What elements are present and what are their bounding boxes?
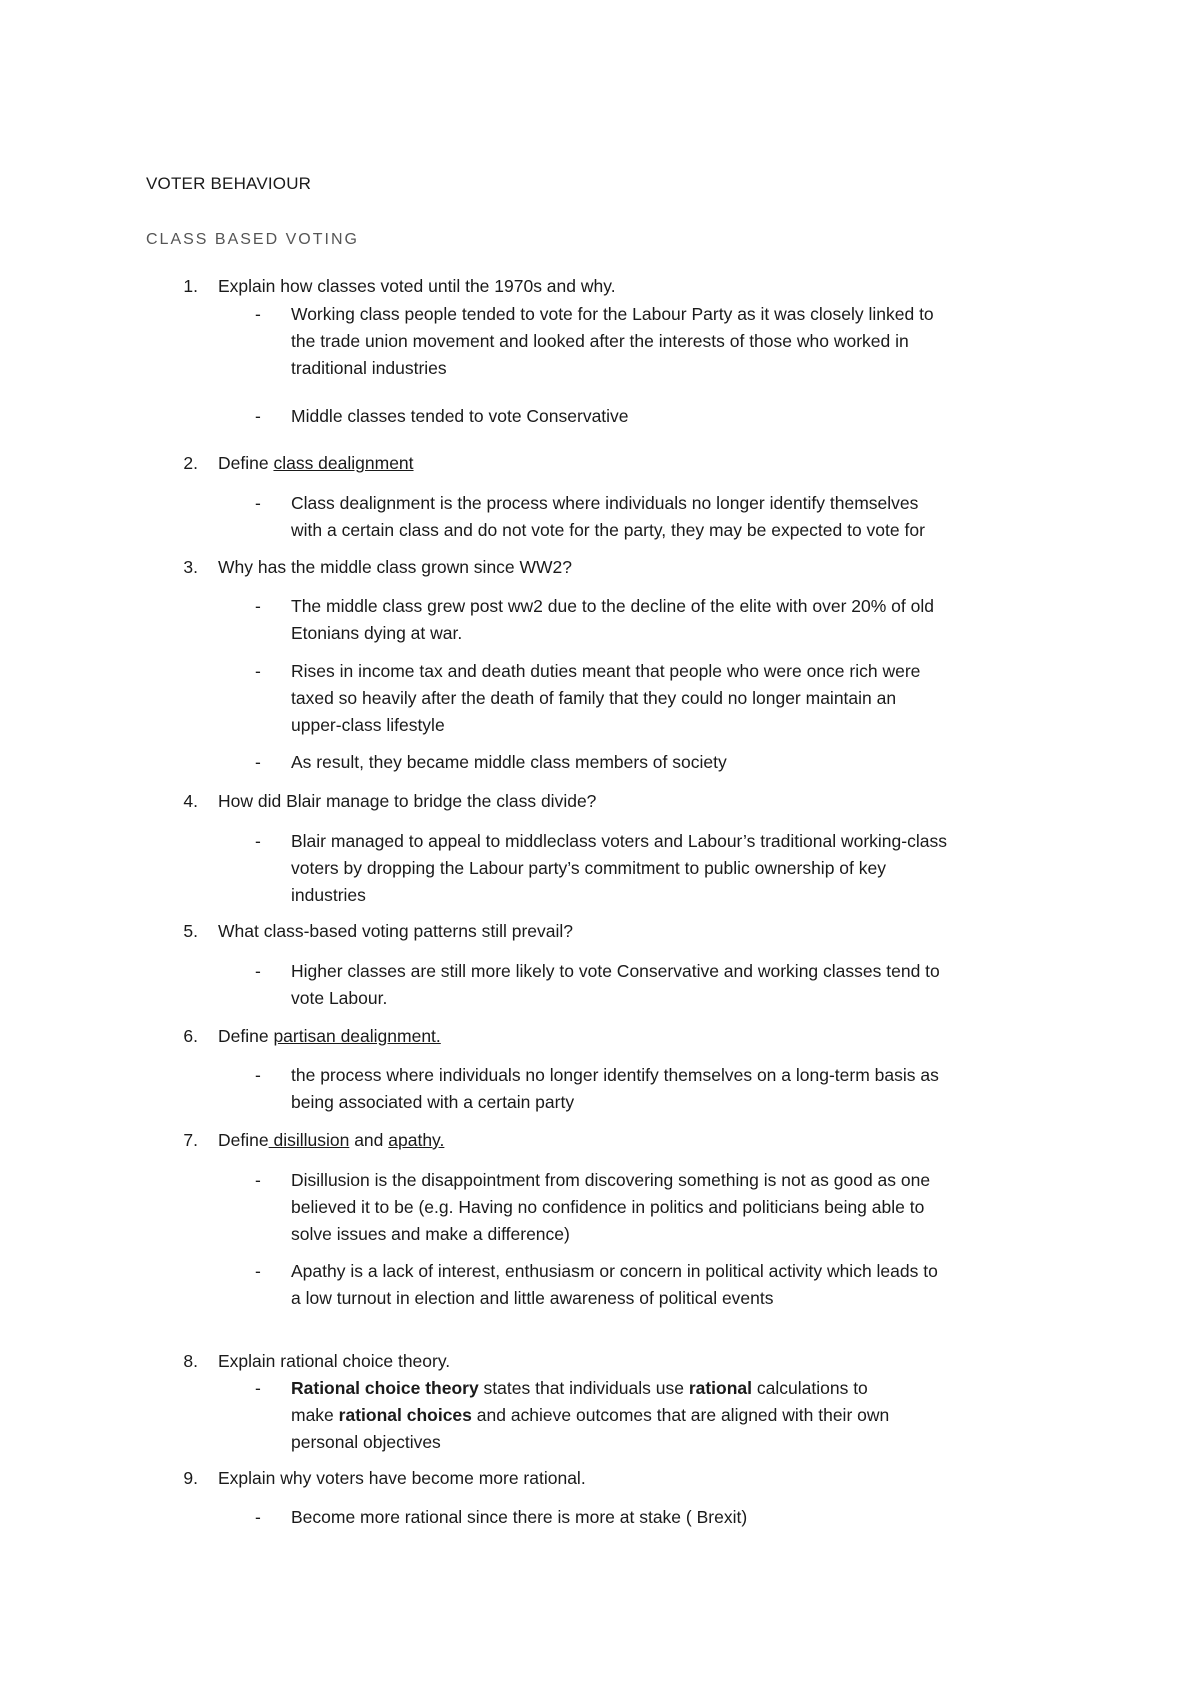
answer-fragment: calculations to xyxy=(752,1378,868,1398)
answer-line: believed it to be (e.g. Having no confidence in politics and politicians being able to xyxy=(291,1197,925,1217)
bullet-dash: - xyxy=(255,493,261,513)
answer-line: Etonians dying at war. xyxy=(291,623,463,643)
question-term-disillusion: disillusion xyxy=(268,1130,350,1150)
bullet-dash: - xyxy=(255,1378,261,1398)
question-number: 3. xyxy=(183,557,198,577)
question-term: class dealignment xyxy=(273,453,414,473)
question-text xyxy=(218,1127,444,1154)
answer-line: upper-class lifestyle xyxy=(291,715,445,735)
bullet-dash: - xyxy=(255,1507,261,1527)
answer-line: solve issues and make a difference) xyxy=(291,1224,570,1244)
question-number: 2. xyxy=(183,453,198,473)
answer-line xyxy=(291,1402,1071,1429)
bullet-dash: - xyxy=(255,1261,261,1281)
answer-line: Blair managed to appeal to middleclass voters and Labour’s traditional working-class xyxy=(291,831,947,851)
answer-line: traditional industries xyxy=(291,358,447,378)
question-text: What class-based voting patterns still prevail? xyxy=(218,921,574,941)
question-number: 7. xyxy=(183,1130,198,1150)
bold-term: Rational choice theory xyxy=(291,1378,479,1398)
section-heading: CLASS BASED VOTING xyxy=(146,231,359,248)
document-title: VOTER BEHAVIOUR xyxy=(146,174,312,193)
answer-line: Middle classes tended to vote Conservative xyxy=(291,406,629,426)
question-text: How did Blair manage to bridge the class divide? xyxy=(218,791,597,811)
answer-line: The middle class grew post ww2 due to the decline of the elite with over 20% of old xyxy=(291,596,934,616)
answer-line: Apathy is a lack of interest, enthusiasm or concern in political activity which leads to xyxy=(291,1261,938,1281)
answer-line: the trade union movement and looked after the interests of those who worked in xyxy=(291,331,909,351)
bold-term: rational xyxy=(688,1378,753,1398)
answer-line: Disillusion is the disappointment from discovering something is not as good as one xyxy=(291,1170,931,1190)
question-term-apathy: apathy. xyxy=(388,1130,445,1150)
bullet-dash: - xyxy=(255,1170,261,1190)
answer-line: Rises in income tax and death duties meant that people who were once rich were xyxy=(291,661,921,681)
answer-line: Working class people tended to vote for the Labour Party as it was closely linked to xyxy=(291,304,934,324)
question-number: 1. xyxy=(183,276,198,296)
question-text xyxy=(218,450,414,477)
answer-line: Higher classes are still more likely to vote Conservative and working classes tend to xyxy=(291,961,940,981)
question-text: Explain rational choice theory. xyxy=(218,1351,451,1371)
answer-line: Become more rational since there is more at stake ( Brexit) xyxy=(291,1507,748,1527)
question-number: 4. xyxy=(183,791,198,811)
bullet-dash: - xyxy=(255,831,261,851)
bullet-dash: - xyxy=(255,1065,261,1085)
question-text xyxy=(218,1023,441,1050)
question-text: Explain why voters have become more rational. xyxy=(218,1468,586,1488)
question-term: partisan dealignment. xyxy=(273,1026,441,1046)
question-prefix: Define xyxy=(218,1130,269,1150)
bullet-dash: - xyxy=(255,596,261,616)
answer-line: vote Labour. xyxy=(291,988,388,1008)
answer-line: Class dealignment is the process where individuals no longer identify themselves xyxy=(291,493,919,513)
question-number: 6. xyxy=(183,1026,198,1046)
question-number: 5. xyxy=(183,921,198,941)
bullet-dash: - xyxy=(255,752,261,772)
answer-line xyxy=(291,1375,1071,1402)
answer-fragment: and achieve outcomes that are aligned with their own xyxy=(471,1405,890,1425)
answer-line: As result, they became middle class members of society xyxy=(291,752,727,772)
answer-line: with a certain class and do not vote for the party, they may be expected to vote for xyxy=(291,520,925,540)
question-prefix: Define xyxy=(218,453,274,473)
bold-term: rational choices xyxy=(338,1405,472,1425)
question-connector: and xyxy=(349,1130,389,1150)
bullet-dash: - xyxy=(255,961,261,981)
question-number: 8. xyxy=(183,1351,198,1371)
bullet-dash: - xyxy=(255,661,261,681)
answer-line: industries xyxy=(291,885,366,905)
question-number: 9. xyxy=(183,1468,198,1488)
answer-line: being associated with a certain party xyxy=(291,1092,575,1112)
answer-line: the process where individuals no longer identify themselves on a long-term basis as xyxy=(291,1065,939,1085)
answer-line: voters by dropping the Labour party’s commitment to public ownership of key xyxy=(291,858,886,878)
answer-fragment: make xyxy=(291,1405,339,1425)
question-prefix: Define xyxy=(218,1026,274,1046)
answer-fragment: states that individuals use xyxy=(478,1378,689,1398)
answer-line: a low turnout in election and little awareness of political events xyxy=(291,1288,774,1308)
bullet-dash: - xyxy=(255,406,261,426)
question-text: Why has the middle class grown since WW2? xyxy=(218,557,573,577)
question-text: Explain how classes voted until the 1970s and why. xyxy=(218,276,616,296)
answer-line: taxed so heavily after the death of family that they could no longer maintain an xyxy=(291,688,897,708)
bullet-dash: - xyxy=(255,304,261,324)
answer-line: personal objectives xyxy=(291,1432,441,1452)
